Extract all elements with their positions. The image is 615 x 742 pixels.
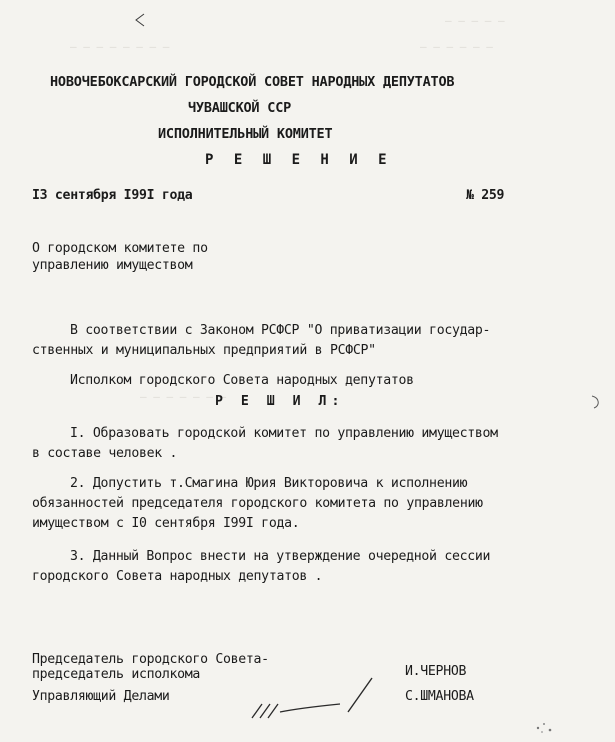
committee-name: ИСПОЛНИТЕЛЬНЫЙ КОМИТЕТ: [158, 126, 333, 142]
resolved-heading: Р Е Ш И Л:: [215, 394, 345, 409]
resolved-intro: Исполком городского Совета народных депутатов: [70, 373, 414, 388]
scan-speck: [530, 712, 560, 738]
scan-mark: [588, 392, 608, 412]
preamble-line-2: ственных и муниципальных предприятий в РСФСР": [32, 343, 376, 358]
preamble-line-1: В соответствии с Законом РСФСР "О приватизации государ-: [70, 323, 491, 338]
document-type: Р Е Ш Е Н И Е: [205, 152, 393, 168]
item-3-line-2: городского Совета народных депутатов .: [32, 569, 323, 584]
document-date: I3 сентября I99I года: [32, 188, 193, 203]
item-3-line-1: 3. Данный Вопрос внести на утверждение очередной сессии: [70, 549, 491, 564]
chair-title-line-1: Председатель городского Совета-: [32, 652, 269, 667]
item-2-line-2: обязанностей председателя городского комитета по управлению: [32, 496, 483, 511]
item-2-line-1: 2. Допустить т.Смагина Юрия Викторовича к исполнению: [70, 476, 468, 491]
handwritten-signature: [240, 668, 390, 728]
manager-name: С.ШМАНОВА: [405, 689, 474, 704]
subject-line-2: управлению имуществом: [32, 258, 193, 273]
bleed-through-text: — — — — — — — —: [70, 40, 170, 53]
item-1-line-1: I. Образовать городской комитет по управлению имуществом: [70, 426, 498, 441]
chair-name: И.ЧЕРНОВ: [405, 664, 467, 679]
scan-mark: [130, 10, 150, 30]
council-name: НОВОЧЕБОКСАРСКИЙ ГОРОДСКОЙ СОВЕТ НАРОДНЫХ ДЕПУТАТОВ: [50, 74, 455, 90]
bleed-through-text: — — — — — —: [420, 40, 493, 53]
republic-name: ЧУВАШСКОЙ ССР: [188, 100, 292, 116]
item-1-line-2: в составе человек .: [32, 446, 178, 461]
document-number: № 259: [466, 188, 505, 203]
subject-line-1: О городском комитете по: [32, 241, 208, 256]
bleed-through-text: — — — — — — —: [140, 390, 227, 403]
item-2-line-3: имуществом с I0 сентября I99I года.: [32, 516, 300, 531]
bleed-through-text: — — — — —: [445, 14, 505, 27]
chair-title-line-2: председатель исполкома: [32, 667, 201, 682]
manager-title: Управляющий Делами: [32, 689, 170, 704]
